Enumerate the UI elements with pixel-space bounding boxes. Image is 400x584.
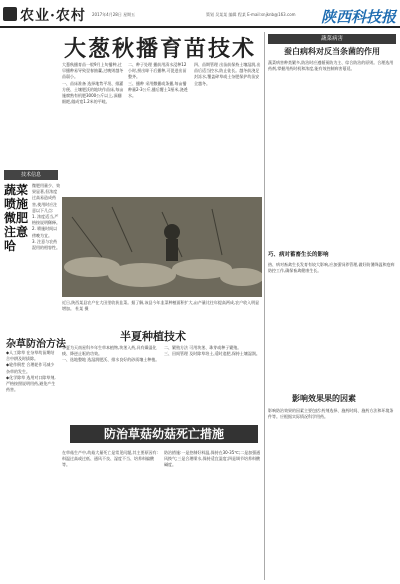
issue-date: 2017年4月28日 星期五 [92, 12, 136, 17]
paragraph: 大葱秋播育苗一般9月上旬播种,过早播种易导致翌春抽薹,过晚则越冬苗弱小。 [62, 62, 124, 80]
paragraph: 防治措施:一是控制好料温,保持在30-35℃;二是加强通风换气;三是合理喷水,保持适宜湿度;四是调节培养料酸碱度。 [164, 450, 261, 468]
paragraph: 热、病对畜禽生长发育有较大影响,应加强饲养管理,做好防暑降温和疫病防控工作,确保畜禽健康生长。 [268, 262, 395, 274]
main-article-col3 [194, 62, 262, 192]
paragraph: 二、种子处理 播前用清水浸种12小时,捞出晾干后播种,可促进出苗整齐。 [128, 62, 187, 80]
paragraph: 一、苗床准备 选择地势平坦、排灌方便、土壤肥沃的地块作苗床,每亩施腐熟有机肥3000公斤以上,深翻细耙,做成宽1.2米的平畦。 [62, 80, 124, 105]
effect-subheading: 影响效果果的因素 [292, 393, 356, 403]
paragraph: 半夏为天南星科多年生草本植物,块茎入药,具有燥湿化痰、降逆止呕的功效。 [62, 345, 157, 357]
pinellia-text-col2 [164, 345, 262, 415]
mushroom-text-col1 [62, 450, 160, 576]
paragraph: 二、繁殖方法 可用块茎、珠芽或种子繁殖。 [164, 345, 242, 350]
sidebar-text [32, 183, 60, 293]
weed-article-text [6, 350, 58, 575]
right-article-title: 蚕白病科对反当条菌的作用 [284, 46, 380, 56]
page-header [0, 4, 400, 28]
paragraph: 2. 喷施时间以傍晚为宜。 [32, 226, 58, 238]
paragraph: 一、选地整地 选湿润肥沃、排水良好的砂质壤土种植。 [62, 357, 160, 363]
pinellia-article-title: 半夏种植技术 [120, 330, 186, 343]
sidebar-tag: 技术信息 [4, 170, 58, 180]
main-article-col2 [128, 62, 190, 192]
main-article-title: 大葱秋播育苗技术 [64, 36, 257, 62]
right-article-text [268, 60, 396, 245]
editor-info: 策划 吴某某 编辑 程某 E-mail:snjknb@163.com [206, 12, 296, 17]
livestock-subheading: 巧、病对蓄畜生长的影响 [268, 252, 329, 258]
paragraph: ◆化学除草 选用对口除草剂,严格按照说明用药,避免产生药害。 [6, 374, 56, 393]
paragraph: 四、苗期管理 出苗前保持土壤湿润,出苗后适当控水,防止徒长。越冬前浇足封冻水,覆盖碎草或土杂肥保护幼苗安全越冬。 [194, 62, 261, 86]
paragraph: ◆人工除草 在杂草幼苗期结合中耕及时拔除。 [6, 350, 55, 362]
photo-caption: 近日,陕西某县农户在大田里收获韭菜。据了解,该县今年韭菜种植面积扩大,亩产量比往年提高两成,农户收入明显增加。 杜某 摄 [62, 300, 260, 311]
sidebar-vertical-title: 蔬菜喷施微肥注意哈 [4, 183, 29, 253]
effect-text [268, 408, 396, 578]
paragraph: 三、田间管理 及时除草培土,适时追肥,保持土壤湿润。 [164, 351, 260, 357]
weed-article-title: 杂草防治方法 [6, 339, 66, 350]
main-article-col1 [62, 62, 124, 192]
paragraph: 蔬菜病害种类繁多,防治时应遵循预防为主、综合防治的原则。合理选用药剂,掌握用药时机和浓度,能有效控制病害蔓延。 [268, 60, 394, 72]
livestock-text [268, 262, 396, 382]
mushroom-article-title: 防治草菇幼菇死亡措施 [70, 425, 258, 443]
right-section-head: 蔬菜病害 [268, 34, 396, 44]
paragraph: 1. 浓度适当,严格按说明稀释。 [32, 214, 60, 226]
harvest-photo [62, 197, 262, 297]
masthead-logo: 陕西科技报 [320, 8, 396, 26]
paragraph: ◆轮作倒茬 合理轮作可减少杂草的发生。 [6, 362, 55, 374]
pinellia-text-col1 [62, 345, 160, 415]
mushroom-text-col2 [164, 450, 262, 576]
paragraph: 微肥用量少、效果显著,但浓度过高易造成药害,使用时应注意以下几点: [32, 183, 60, 213]
paragraph: 三、播种 采用撒播或条播,每亩播种量2-3公斤,播后覆土1厘米,浇透水。 [128, 80, 188, 99]
section-title: 农业·农村 [20, 8, 86, 24]
section-icon [3, 7, 17, 21]
paragraph: 在草菇生产中,幼菇大量死亡是常见问题,其主要原因有:料温过高或过低、通风不良、湿度不当、培养料偏酸等。 [62, 450, 158, 468]
paragraph: 影响防治效果的因素主要包括:药剂选择、施药时间、施药方法和环境条件等。应根据实际情况科学用药。 [268, 408, 394, 420]
paragraph: 3. 注意与农药混用的相容性。 [32, 238, 60, 251]
column-divider [264, 32, 265, 580]
